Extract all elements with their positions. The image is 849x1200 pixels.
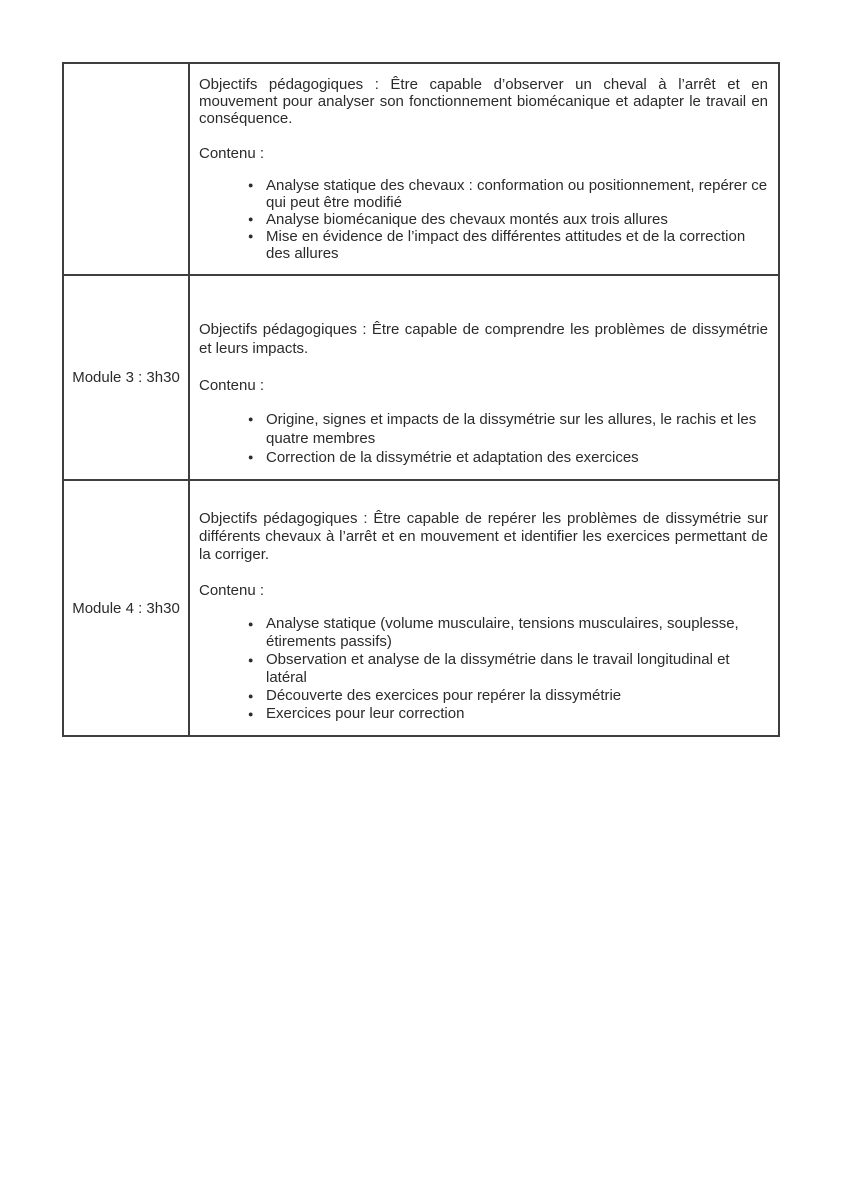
- course-modules-table: [62, 62, 780, 737]
- content-cell: [190, 481, 778, 735]
- bullet-item: ● Analyse biomécanique des chevaux montés aux trois allures: [247, 211, 768, 228]
- bullet-list: [199, 615, 768, 723]
- bullet-item: ● Analyse statique (volume musculaire, tensions musculaires, souplesse, étirements passifs): [247, 615, 768, 651]
- content-cell: [190, 64, 778, 274]
- table-row: [64, 274, 778, 479]
- bullet-item: ● Exercices pour leur correction: [247, 705, 768, 723]
- bullet-item: ● Correction de la dissymétrie et adaptation des exercices: [247, 448, 768, 467]
- contenu-label: Contenu :: [199, 377, 265, 394]
- bullet-item: ● Observation et analyse de la dissymétrie dans le travail longitudinal et latéral: [247, 651, 768, 687]
- table-row: [64, 479, 778, 735]
- contenu-label: Contenu :: [199, 582, 265, 599]
- contenu-label: Contenu :: [199, 145, 265, 162]
- bullet-list: [199, 410, 768, 467]
- module-label: Module 3 : 3h30: [72, 369, 180, 386]
- table-row: [64, 64, 778, 274]
- module-cell: [64, 64, 190, 274]
- bullet-item: ● Origine, signes et impacts de la dissymétrie sur les allures, le rachis et les quatre membres: [247, 410, 768, 448]
- objectives-paragraph: Objectifs pédagogiques : Être capable de comprendre les problèmes de dissymétrie et leurs impacts.: [199, 321, 768, 357]
- module-cell: [64, 481, 190, 735]
- bullet-item: ● Mise en évidence de l’impact des différentes attitudes et de la correction des allures: [247, 228, 768, 262]
- bullet-list: [199, 177, 768, 262]
- objectives-paragraph: Objectifs pédagogiques : Être capable de repérer les problèmes de dissymétrie sur différents chevaux à l’arrêt et en mouvement et identifier les exercices permettant de la corriger.: [199, 510, 768, 563]
- module-cell: [64, 276, 190, 479]
- bullet-item: ● Découverte des exercices pour repérer la dissymétrie: [247, 687, 768, 705]
- module-label: Module 4 : 3h30: [72, 599, 180, 617]
- content-cell: [190, 276, 778, 479]
- objectives-paragraph: Objectifs pédagogiques : Être capable d’observer un cheval à l’arrêt et en mouvement pour analyser son fonctionnement biomécanique et adapter le travail en conséquence.: [199, 76, 768, 127]
- bullet-item: ● Analyse statique des chevaux : conformation ou positionnement, repérer ce qui peut être modifié: [247, 177, 768, 211]
